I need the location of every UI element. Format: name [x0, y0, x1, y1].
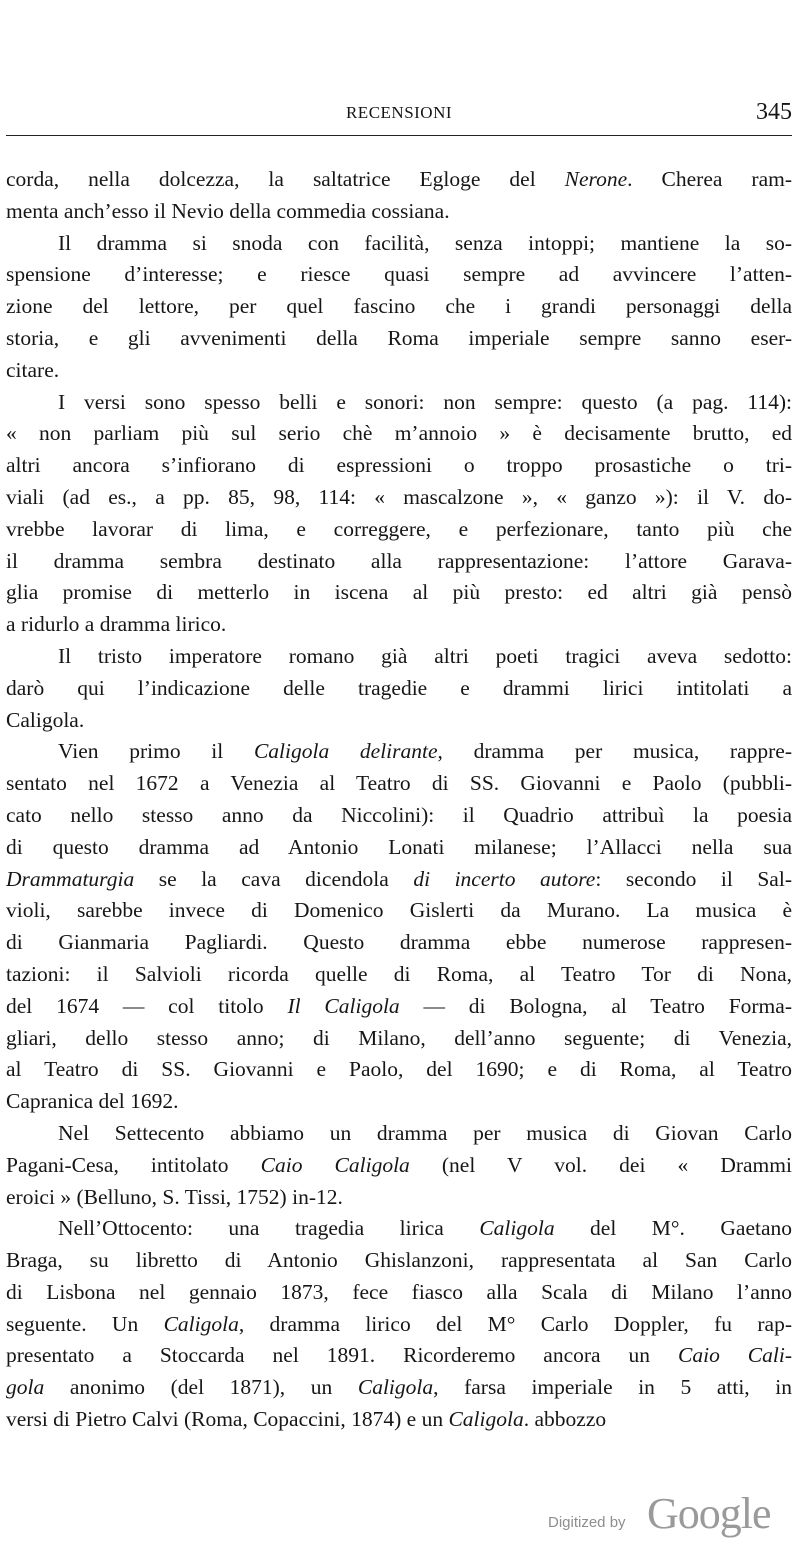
italic-title: Drammaturgia	[6, 866, 135, 891]
paragraph	[6, 228, 792, 387]
text-run: Capranica del 1692.	[6, 1089, 179, 1114]
italic-title: Caligola delirante	[253, 739, 438, 764]
digitized-by-label: Digitized by	[548, 1514, 626, 1531]
text-line	[6, 705, 792, 737]
paragraph	[6, 164, 792, 228]
text-run: « non parliam più sul serio chè m’annoio » è decisamente brutto, ed	[6, 421, 792, 446]
text-run: menta anch’esso il Nevio della commedia cossiana.	[6, 198, 450, 223]
paragraph	[6, 1213, 792, 1436]
italic-title: Caio Caligola	[260, 1152, 410, 1177]
digitized-by-google-watermark	[548, 1488, 793, 1538]
text-run: cato nello stesso anno da Niccolini): il Quadrio attribuì la poesia	[6, 802, 792, 827]
text-line	[6, 196, 792, 228]
text-line	[6, 355, 792, 387]
text-line	[6, 1404, 792, 1436]
text-line	[6, 800, 792, 832]
text-run: glia promise di metterlo in iscena al più presto: ed altri già pensò	[6, 580, 792, 605]
text-run: Vien primo il	[58, 739, 254, 764]
text-line	[6, 577, 792, 609]
text-line	[6, 1023, 792, 1055]
text-run: violi, sarebbe invece di Domenico Gislerti da Murano. La musica è	[6, 898, 792, 923]
text-run: . abbozzo	[523, 1407, 607, 1432]
paragraph	[6, 736, 792, 1118]
italic-title: Caligola	[357, 1375, 434, 1400]
text-run: gliari, dello stesso anno; di Milano, dell’anno seguente; di Venezia,	[6, 1025, 792, 1050]
text-line	[6, 1277, 792, 1309]
italic-title: di incerto autore	[413, 866, 596, 891]
text-run: eroici » (Belluno, S. Tissi, 1752) in-12.	[6, 1184, 343, 1209]
text-line	[6, 1340, 792, 1372]
italic-title: Caio Cali-	[678, 1343, 792, 1368]
text-run: . Cherea ram-	[627, 167, 792, 191]
text-line	[6, 546, 792, 578]
text-run: seguente. Un	[6, 1311, 164, 1336]
text-run: I versi sono spesso belli e sonori: non sempre: questo (a pag. 114):	[58, 389, 792, 414]
text-run: presentato a Stoccarda nel 1891. Ricorderemo ancora un	[6, 1343, 679, 1368]
text-run: versi di Pietro Calvi (Roma, Copaccini, 1874) e un	[6, 1407, 449, 1432]
text-run: , farsa imperiale in 5 atti, in	[433, 1375, 792, 1400]
text-line	[6, 641, 792, 673]
italic-title: gola	[6, 1375, 45, 1400]
text-run: spensione d’interesse; e riesce quasi sempre ad avvincere l’atten-	[6, 262, 792, 287]
text-line	[6, 864, 792, 896]
text-line	[6, 387, 792, 419]
text-run: se la cava dicendola	[134, 866, 414, 891]
italic-title: Caligola	[163, 1311, 239, 1336]
text-run: sentato nel 1672 a Venezia al Teatro di SS. Giovanni e Paolo (pubbli-	[6, 771, 792, 796]
text-run: — di Bologna, al Teatro Forma-	[399, 993, 792, 1018]
text-run: di Gianmaria Pagliardi. Questo dramma ebbe numerose rappresen-	[6, 930, 792, 955]
text-line	[6, 1245, 792, 1277]
paragraph	[6, 1118, 792, 1213]
google-logo: Google	[647, 1489, 771, 1538]
text-run: Braga, su libretto di Antonio Ghislanzoni, rappresentata al San Carlo	[6, 1248, 792, 1273]
text-run: anonimo (del 1871), un	[44, 1375, 358, 1400]
text-line	[6, 927, 792, 959]
text-run: darò qui l’indicazione delle tragedie e drammi lirici intitolati a	[6, 675, 792, 700]
text-line	[6, 164, 792, 196]
text-run: altri ancora s’infiorano di espressioni o troppo prosastiche o tri-	[6, 453, 792, 478]
text-run: Caligola.	[6, 707, 85, 732]
text-run: il dramma sembra destinato alla rappresentazione: l’attore Garava-	[6, 548, 792, 573]
text-run: : secondo il Sal-	[595, 866, 792, 891]
text-line	[6, 1054, 792, 1086]
text-run: citare.	[6, 357, 60, 382]
paragraph	[6, 387, 792, 641]
text-line	[6, 1086, 792, 1118]
italic-title: Caligola	[448, 1407, 524, 1432]
text-line	[6, 895, 792, 927]
text-run: vrebbe lavorar di lima, e correggere, e perfezionare, tanto più che	[6, 516, 792, 541]
text-run: storia, e gli avvenimenti della Roma imperiale sempre sanno eser-	[6, 325, 792, 350]
text-line	[6, 736, 792, 768]
text-run: di questo dramma ad Antonio Lonati milanese; l’Allacci nella sua	[6, 834, 792, 859]
text-run: a ridurlo a dramma lirico.	[6, 612, 227, 637]
page-header	[6, 99, 792, 131]
text-line	[6, 418, 792, 450]
running-head: RECENSIONI	[345, 103, 453, 122]
text-run: zione del lettore, per quel fascino che i grandi personaggi della	[6, 294, 792, 319]
text-line	[6, 1150, 792, 1182]
text-line	[6, 1118, 792, 1150]
text-line	[6, 228, 792, 260]
text-line	[6, 1372, 792, 1404]
text-run: del M°. Gaetano	[554, 1216, 792, 1241]
text-line	[6, 291, 792, 323]
text-line	[6, 482, 792, 514]
text-run: , dramma lirico del M° Carlo Doppler, fu rap-	[238, 1311, 792, 1336]
italic-title: Caligola	[479, 1216, 555, 1241]
paragraph	[6, 641, 792, 736]
italic-title: Nerone	[564, 167, 628, 191]
text-run: viali (ad es., a pp. 85, 98, 114: « mascalzone », « ganzo »): il V. do-	[6, 484, 792, 509]
text-run: Il tristo imperatore romano già altri poeti tragici aveva sedotto:	[58, 643, 792, 668]
text-line	[6, 514, 792, 546]
text-line	[6, 1213, 792, 1245]
header-rule	[6, 135, 792, 136]
text-line	[6, 832, 792, 864]
text-line	[6, 959, 792, 991]
text-run: Nell’Ottocento: una tragedia lirica	[58, 1216, 480, 1241]
text-run: del 1674 — col titolo	[6, 993, 288, 1018]
text-run: di Lisbona nel gennaio 1873, fece fiasco alla Scala di Milano l’anno	[6, 1279, 792, 1304]
text-run: al Teatro di SS. Giovanni e Paolo, del 1690; e di Roma, al Teatro	[6, 1057, 792, 1082]
text-line	[6, 450, 792, 482]
text-line	[6, 323, 792, 355]
text-run: , dramma per musica, rappre-	[437, 739, 792, 764]
text-line	[6, 991, 792, 1023]
page-number: 345	[756, 99, 792, 125]
text-run: tazioni: il Salvioli ricorda quelle di Roma, al Teatro Tor di Nona,	[6, 961, 792, 986]
text-run: corda, nella dolcezza, la saltatrice Egloge del	[6, 167, 565, 191]
text-run: (nel V vol. dei « Drammi	[409, 1152, 792, 1177]
body-text	[6, 164, 792, 1436]
text-line	[6, 673, 792, 705]
text-line	[6, 768, 792, 800]
italic-title: Il Caligola	[287, 993, 400, 1018]
text-line	[6, 609, 792, 641]
text-run: Pagani-Cesa, intitolato	[6, 1152, 261, 1177]
text-run: Il dramma si snoda con facilità, senza intoppi; mantiene la so-	[58, 230, 792, 255]
text-run: Nel Settecento abbiamo un dramma per musica di Giovan Carlo	[58, 1120, 792, 1145]
text-line	[6, 1309, 792, 1341]
text-line	[6, 1182, 792, 1214]
text-line	[6, 259, 792, 291]
